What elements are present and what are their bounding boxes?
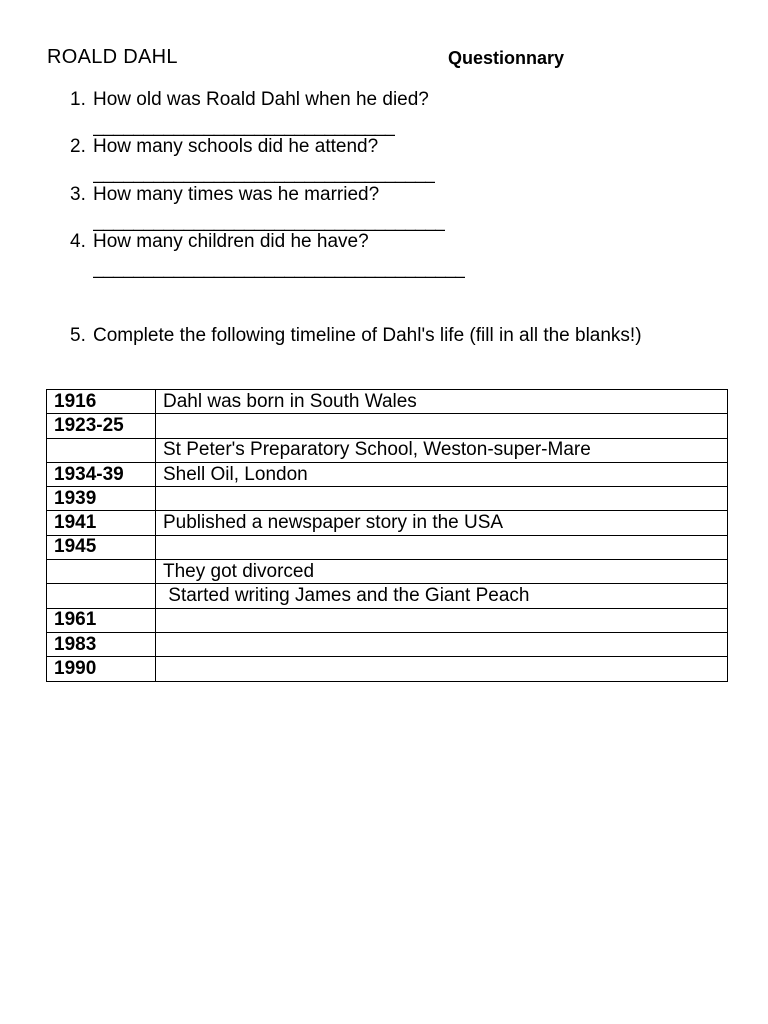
question-number: 1. — [70, 89, 86, 110]
table-row — [47, 511, 728, 535]
answer-blank-2[interactable]: __________________________________ — [93, 163, 436, 184]
year-cell-blank[interactable] — [47, 560, 156, 584]
question-1 — [70, 88, 429, 112]
event-cell: Started writing James and the Giant Peach — [156, 584, 728, 608]
timeline-table — [46, 389, 728, 682]
year-cell: 1916 — [47, 390, 156, 414]
year-cell: 1939 — [47, 487, 156, 511]
table-row — [47, 560, 728, 584]
year-cell: 1961 — [47, 608, 156, 632]
question-number: 4. — [70, 231, 86, 252]
year-cell: 1990 — [47, 657, 156, 681]
event-cell-blank[interactable] — [156, 487, 728, 511]
event-cell: They got divorced — [156, 560, 728, 584]
table-row — [47, 584, 728, 608]
event-cell-blank[interactable] — [156, 657, 728, 681]
page-title: ROALD DAHL — [47, 46, 178, 68]
table-row — [47, 414, 728, 438]
question-text: Complete the following timeline of Dahl's life (fill in all the blanks!) — [93, 325, 642, 346]
event-cell-blank[interactable] — [156, 608, 728, 632]
question-number: 2. — [70, 136, 86, 157]
year-cell: 1934-39 — [47, 462, 156, 486]
table-row — [47, 657, 728, 681]
table-row — [47, 632, 728, 656]
year-cell: 1945 — [47, 535, 156, 559]
event-cell-blank[interactable] — [156, 632, 728, 656]
table-row — [47, 390, 728, 414]
question-4 — [70, 230, 369, 254]
question-number: 3. — [70, 184, 86, 205]
table-row — [47, 487, 728, 511]
year-cell-blank[interactable] — [47, 584, 156, 608]
year-cell: 1941 — [47, 511, 156, 535]
answer-blank-3[interactable]: ___________________________________ — [93, 211, 446, 232]
event-cell: Shell Oil, London — [156, 462, 728, 486]
answer-blank-4[interactable]: _____________________________________ — [93, 258, 466, 279]
question-text: How many times was he married? — [93, 184, 380, 205]
year-cell: 1983 — [47, 632, 156, 656]
event-cell: Dahl was born in South Wales — [156, 390, 728, 414]
year-cell-blank[interactable] — [47, 438, 156, 462]
question-2 — [70, 135, 378, 159]
event-cell: Published a newspaper story in the USA — [156, 511, 728, 535]
table-row — [47, 462, 728, 486]
question-text: How many children did he have? — [93, 231, 369, 252]
question-text: How old was Roald Dahl when he died? — [93, 89, 429, 110]
answer-blank-1[interactable]: ______________________________ — [93, 116, 396, 137]
table-row — [47, 608, 728, 632]
page-subtitle: Questionnary — [448, 48, 565, 68]
event-cell-blank[interactable] — [156, 414, 728, 438]
year-cell: 1923-25 — [47, 414, 156, 438]
question-3 — [70, 183, 379, 207]
event-cell: St Peter's Preparatory School, Weston-super-Mare — [156, 438, 728, 462]
table-row — [47, 535, 728, 559]
question-text: How many schools did he attend? — [93, 136, 379, 157]
table-row — [47, 438, 728, 462]
question-number: 5. — [70, 325, 86, 346]
event-cell-blank[interactable] — [156, 535, 728, 559]
